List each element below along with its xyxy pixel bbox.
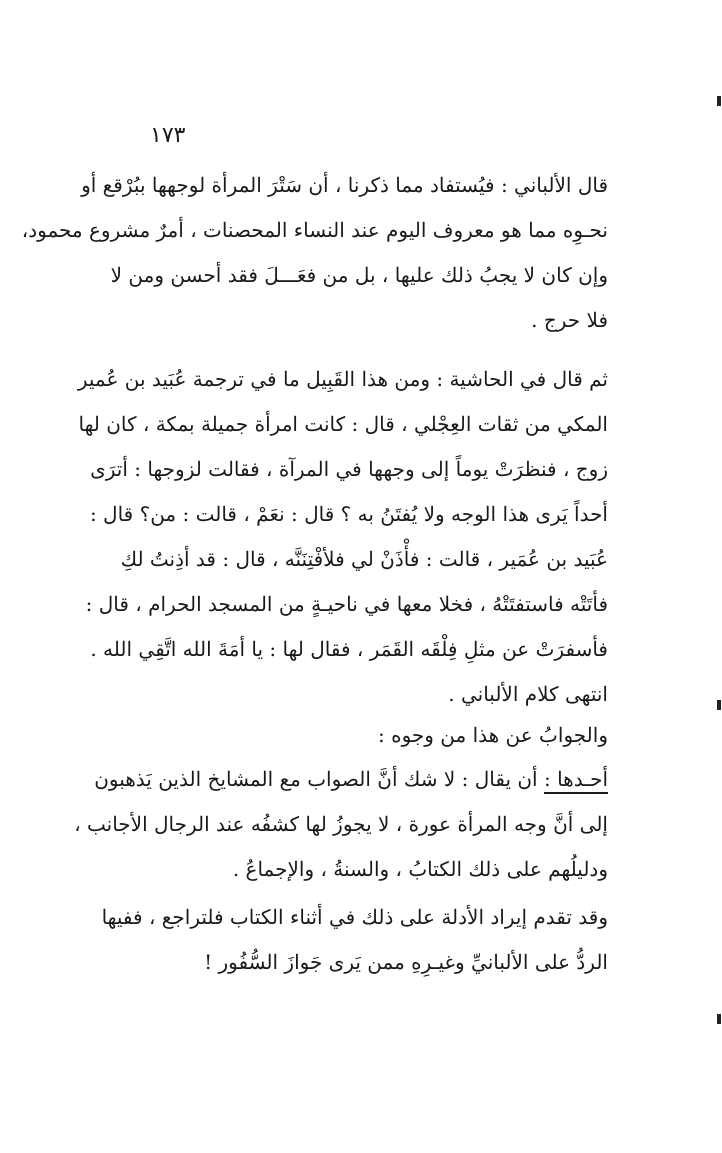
text-line: انتهى كلام الألباني . [448,682,608,706]
first-point-label: أحـدها : [543,767,608,791]
text-line: وإن كان لا يجبُ ذلك عليها ، بل من فعَـــلَ فقد أحسن ومن لا [110,263,608,287]
paragraph-footnote-story [77,357,608,717]
text-line: عُبَيد بن عُمَير ، قالت : فأْذَنْ لي فلأفْتِنَنَّه ، قال : قد أذِنتُ لكِ [120,547,608,571]
text-line: فأسفرَتْ عن مثلِ فِلْقَه القَمَر ، فقال لها : يا أمَةَ الله اتَّقِي الله . [90,637,608,661]
text-line: ثم قال في الحاشية : ومن هذا القَبِيل ما في ترجمة عُبَيد بن عُمير [77,367,608,391]
text-line: فأتَتْه فاستفتَتْهُ ، فخلا معها في ناحيـةٍ من المسجد الحرام ، قال : [85,592,608,616]
first-line-rest: أن يقال : لا شك أنَّ الصواب مع المشايخ الذين يَذهبون [94,767,538,791]
margin-mark [717,96,721,106]
text-line: نحـوِه مما هو معروف اليوم عند النساء المحصنات ، أمرٌ مشروع محمود، [21,218,608,242]
text-line: والجوابُ عن هذا من وجوه : [378,723,608,747]
text-line: قال الألباني : فيُستفاد مما ذكرنا ، أن سَتْرَ المرأة لوجهها ببُرْقع أو [81,173,608,197]
margin-mark [717,1014,721,1024]
paragraph-first-answer [74,757,608,892]
text-line: الردُّ على الألبانيِّ وغيـرِهِ ممن يَرى جَوازَ السُّفُور ! [204,950,608,974]
text-line: المكي من ثقات العِجْلي ، قال : كانت امرأة جميلة بمكة ، كان لها [78,412,608,436]
text-line: إلى أنَّ وجه المرأة عورة ، لا يجوزُ لها كشفُه عند الرجال الأجانب ، [74,812,608,836]
margin-mark [717,700,721,710]
paragraph-albani-quote [21,163,608,343]
paragraph-conclusion [101,895,608,985]
paragraph-answer-intro [108,713,608,758]
text-line: ودليلُهم على ذلك الكتابُ ، والسنةُ ، والإجماعُ . [232,857,608,881]
text-line: زوج ، فنظرَتْ يوماً إلى وجهها في المرآة ، فقالت لزوجها : أترَى [90,457,608,481]
text-line: أحداً يَرى هذا الوجه ولا يُفتَنُ به ؟ قال : نعَمْ ، قالت : من؟ قال : [89,502,608,526]
text-line [94,757,608,802]
page-number: ١٧٣ [150,123,186,148]
text-line: فلا حرج . [531,308,608,332]
text-line: وقد تقدم إيراد الأدلة على ذلك في أثناء الكتاب فلتراجع ، ففيها [101,905,608,929]
